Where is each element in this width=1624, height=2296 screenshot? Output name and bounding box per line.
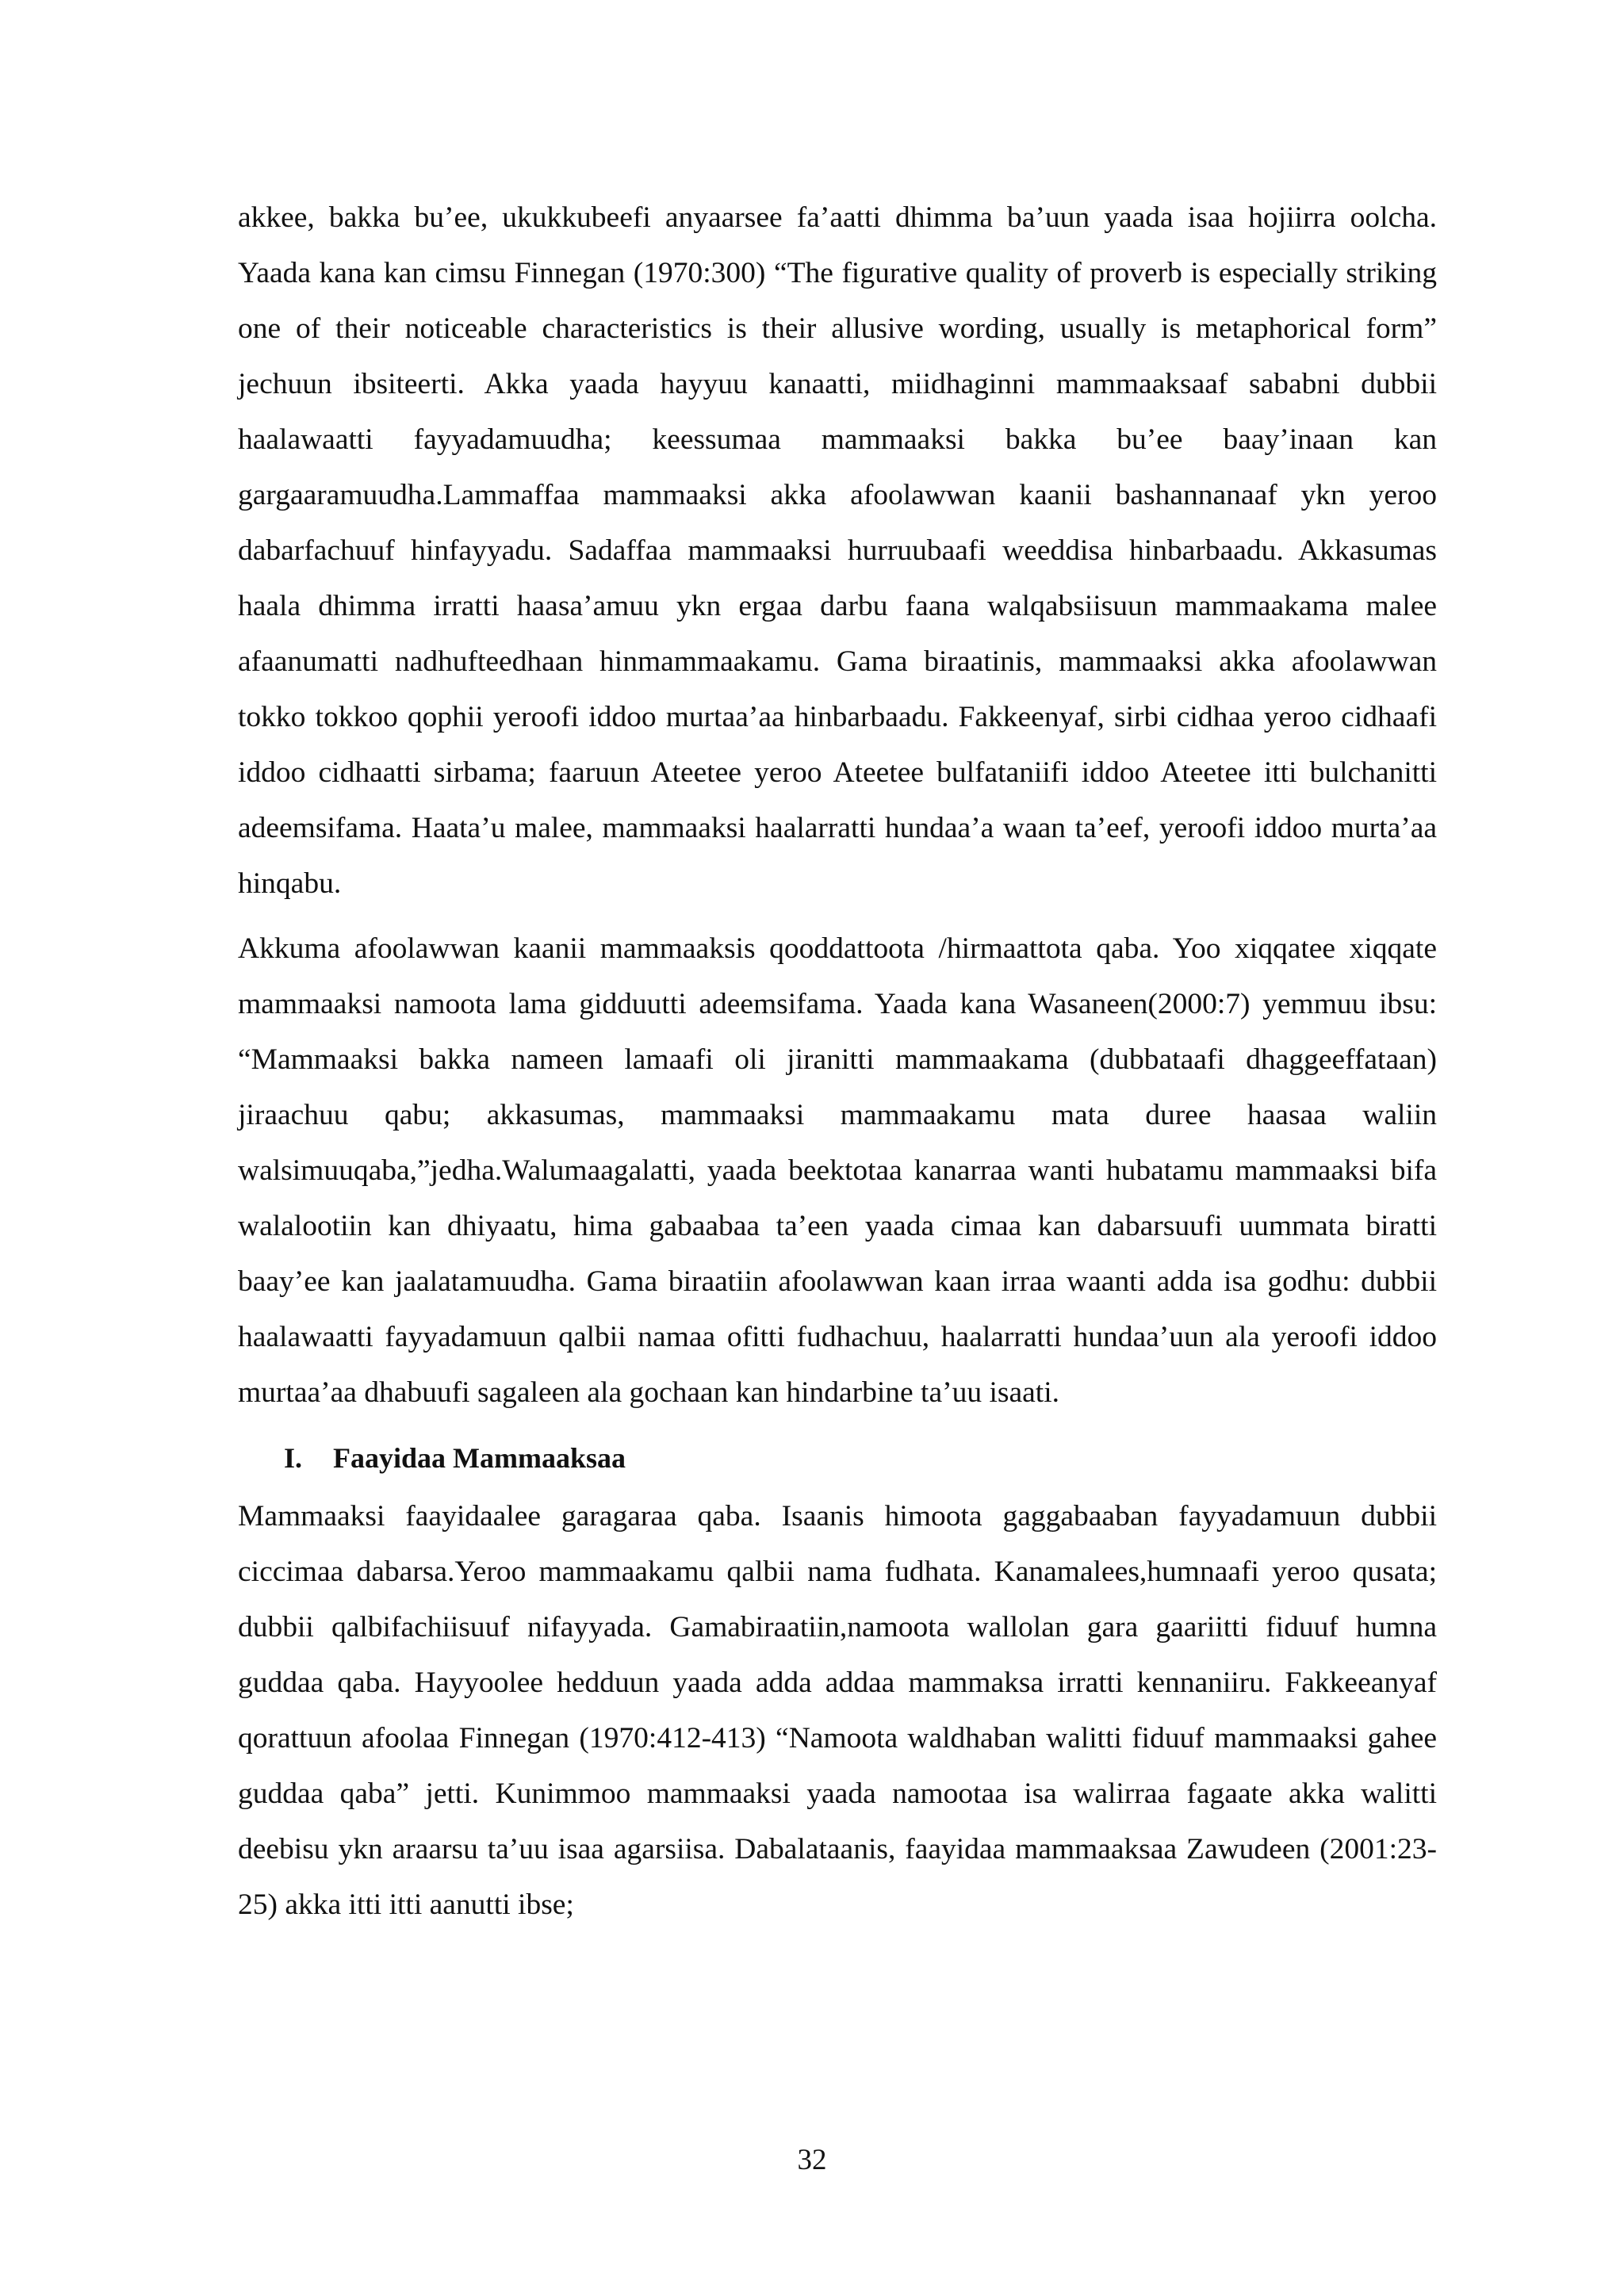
section-number: I. xyxy=(284,1442,303,1474)
section-heading xyxy=(238,1430,1437,1486)
body-paragraph-2: Akkuma afoolawwan kaanii mammaaksis qooddattoota /hirmaattota qaba. Yoo xiqqatee xiqqate mammaaksi namoota lama gidduutti adeemsifama. Yaada kana Wasaneen(2000:7) yemmuu ibsu: “Mammaaksi bakka nameen lamaafi oli jiranitti mammaakama (dubbataafi dhaggeeffataan) jiraachuu qabu; akkasumas, mammaaksi mammaakamu mata duree haasaa waliin walsimuuqaba,”jedha.Walumaagalatti, yaada beektotaa kanarraa wanti hubatamu mammaaksi bifa walalootiin kan dhiyaatu, hima gabaabaa ta’een yaada cimaa kan dabarsuufi uummata biratti baay’ee kan jaalatamuudha. Gama biraatiin afoolawwan kaan irraa waanti adda isa godhu: dubbii haalawaatti fayyadamuun qalbii namaa ofitti fudhachuu, haalarratti hundaa’uun ala yeroofi iddoo murtaa’aa dhabuufi sagaleen ala gochaan kan hindarbine ta’uu isaati. xyxy=(238,932,1437,1409)
body-paragraph-1: akkee, bakka bu’ee, ukukkubeefi anyaarsee fa’aatti dhimma ba’uun yaada isaa hojiirra oolcha. Yaada kana kan cimsu Finnegan (1970:300) “The figurative quality of proverb is especially striking one of their noticeable characteristics is their allusive wording, usually is metaphorical form” jechuun ibsiteerti. Akka yaada hayyuu kanaatti, miidhaginni mammaaksaaf sababni dubbii haalawaatti fayyadamuudha; keessumaa mammaaksi bakka bu’ee baay’inaan kan gargaaramuudha.Lammaffaa mammaaksi akka afoolawwan kaanii bashannanaaf ykn yeroo dabarfachuuf hinfayyadu. Sadaffaa mammaaksi hurruubaafi weeddisa hinbarbaadu. Akkasumas haala dhimma irratti haasa’amuu ykn ergaa darbu faana walqabsiisuun mammaakama malee afaanumatti nadhufteedhaan hinmammaakamu. Gama biraatinis, mammaaksi akka afoolawwan tokko tokkoo qophii yeroofi iddoo murtaa’aa hinbarbaadu. Fakkeenyaf, sirbi cidhaa yeroo cidhaafi iddoo cidhaatti sirbama; faaruun Ateetee yeroo Ateetee bulfataniifi iddoo Ateetee itti bulchanitti adeemsifama. Haata’u malee, mammaaksi haalarratti hundaa’a waan ta’eef, yeroofi iddoo murta’aa hinqabu. xyxy=(238,201,1437,900)
section-paragraph-1: Mammaaksi faayidaalee garagaraa qaba. Isaanis himoota gaggabaaban fayyadamuun dubbii ciccimaa dabarsa.Yeroo mammaakamu qalbii nama fudhata. Kanamalees,humnaafi yeroo qusata; dubbii qalbifachiisuuf nifayyada. Gamabiraatiin,namoota wallolan gara gaariitti fiduuf humna guddaa qaba. Hayyoolee hedduun yaada adda addaa mammaksa irratti kennaniiru. Fakkeeanyaf qorattuun afoolaa Finnegan (1970:412-413) “Namoota waldhaban walitti fiduuf mammaaksi gahee guddaa qaba” jetti. Kunimmoo mammaaksi yaada namootaa isa walirraa fagaate akka walitti deebisu ykn araarsu ta’uu isaa agarsiisa. Dabalataanis, faayidaa mammaaksaa Zawudeen (2001:23-25) akka itti itti aanutti ibse; xyxy=(238,1500,1437,1921)
page-content xyxy=(238,190,1437,1942)
page-number: 32 xyxy=(797,2144,827,2176)
section-title: Faayidaa Mammaaksaa xyxy=(333,1442,626,1474)
